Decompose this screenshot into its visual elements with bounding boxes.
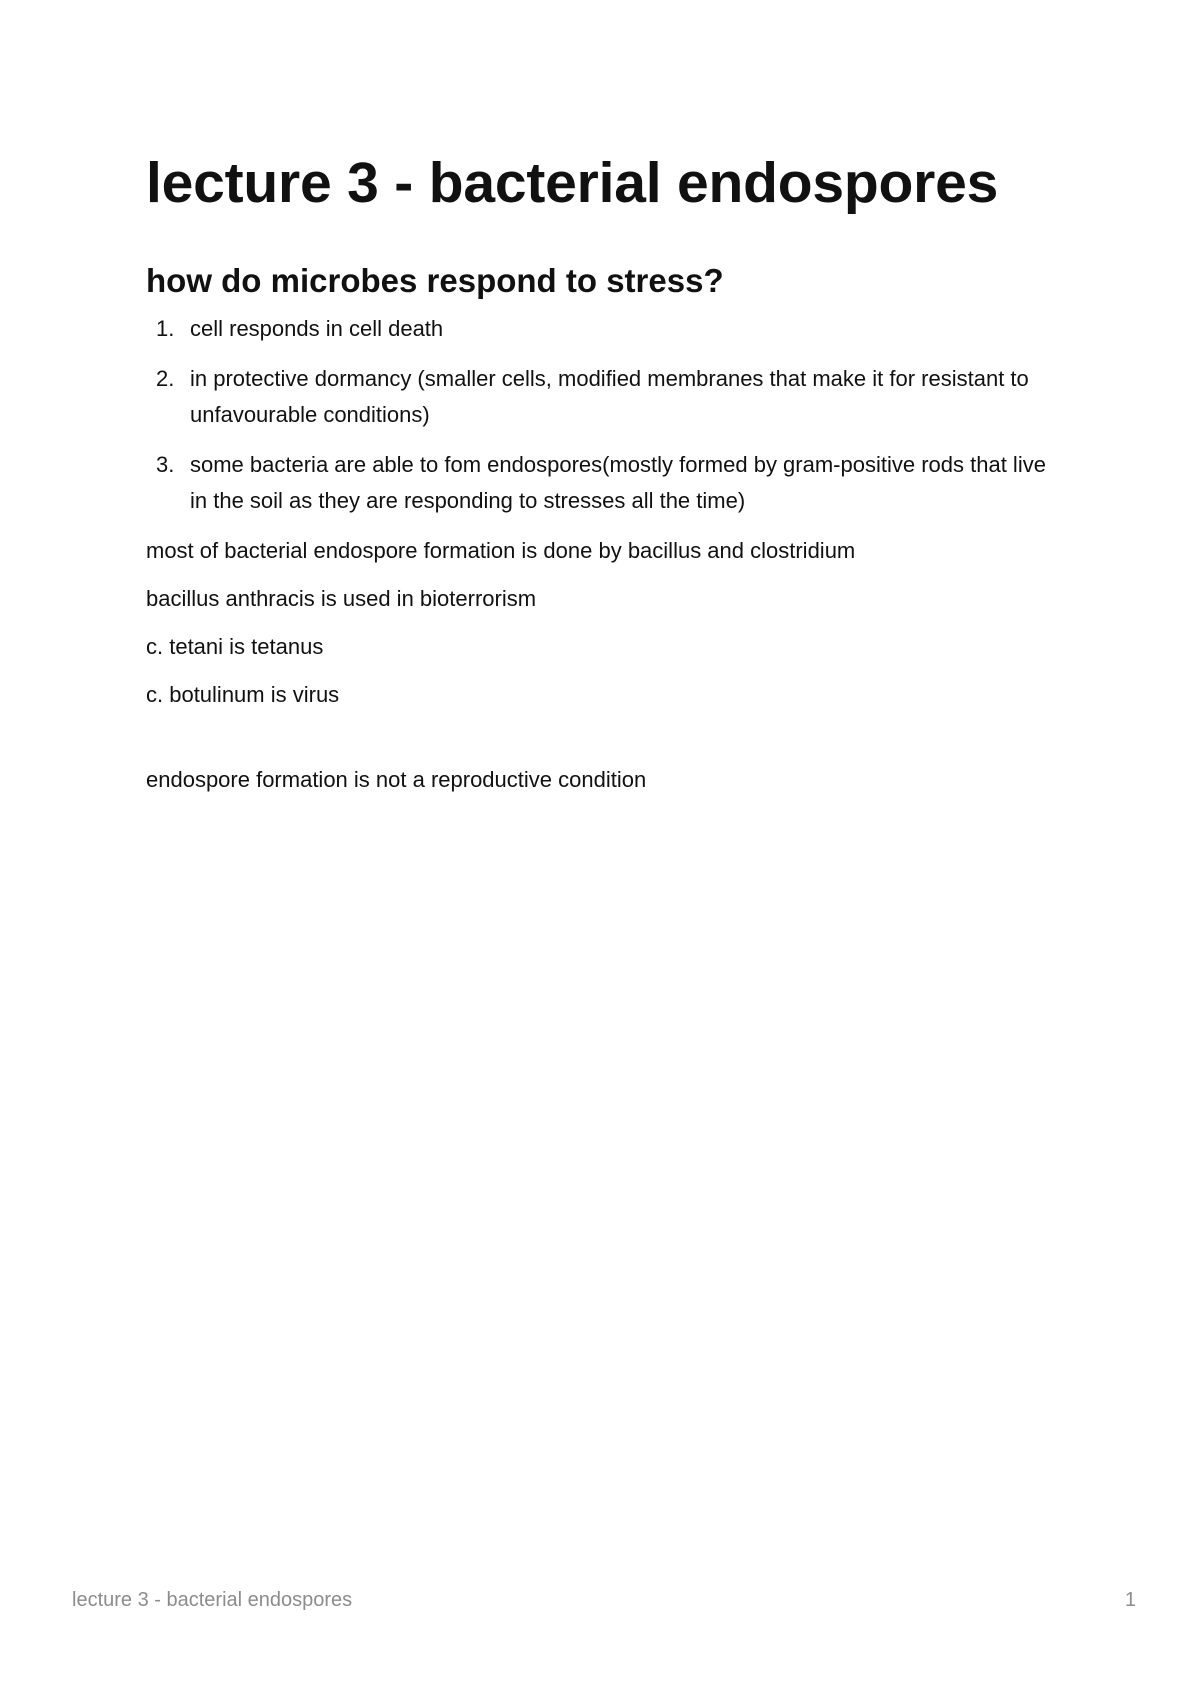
footer-title: lecture 3 - bacterial endospores (72, 1589, 353, 1611)
paragraph: endospore formation is not a reproductive condition (146, 767, 647, 792)
paragraph: most of bacterial endospore formation is done by bacillus and clostridium (146, 538, 856, 563)
list-item (146, 447, 1066, 519)
paragraph: c. botulinum is virus (146, 682, 340, 707)
list-item (146, 311, 1066, 347)
paragraph: bacillus anthracis is used in bioterrorism (146, 586, 537, 611)
list-number: 3. (156, 452, 175, 477)
list-item-text: in protective dormancy (smaller cells, modified membranes that make it for resistant to unfavourable conditions) (190, 366, 1029, 427)
page-number: 1 (1124, 1589, 1136, 1611)
page-content (146, 142, 1066, 798)
list-number: 1. (156, 316, 175, 341)
paragraph: c. tetani is tetanus (146, 634, 324, 659)
list-item (146, 361, 1066, 433)
numbered-list (146, 311, 1066, 519)
list-item-text: some bacteria are able to fom endospores(mostly formed by gram-positive rods that live in the soil as they are responding to stresses all the time) (190, 452, 1046, 513)
list-item-text: cell responds in cell death (190, 316, 444, 341)
document-title: lecture 3 - bacterial endospores (146, 151, 999, 215)
list-number: 2. (156, 366, 175, 391)
section-heading: how do microbes respond to stress? (146, 262, 724, 299)
